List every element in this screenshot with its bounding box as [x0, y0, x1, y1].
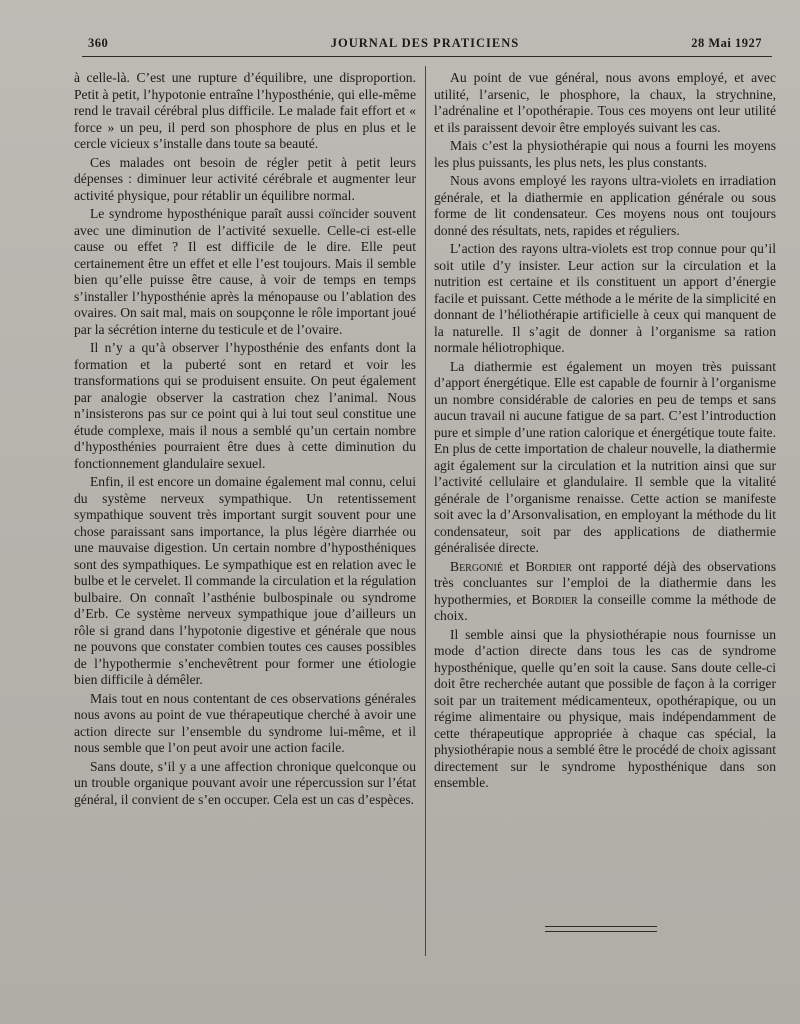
- header-rule: [82, 56, 772, 57]
- page-header: [88, 36, 762, 54]
- author-bergonie: Bergonié: [450, 558, 503, 574]
- right-paragraph-3: Nous avons employé les rayons ultra-violets en irradiation générale, et la diathermie en application générale ou sous forme de lit condensateur. Ces moyens nous ont toujours donné des résultats, nets, rapides et réguliers.: [434, 173, 776, 238]
- right-paragraph-5: La diathermie est également un moyen très puissant d’apport énergétique. Elle est capable de fournir à l’organisme un nombre considérable de calories en peu de temps et sans aucun travail ni aucune fatigue de sa part. C’est l’introduction pure et simple d’une ration calorique et énergétique toute faite. En plus de cette importation de chaleur nouvelle, la diathermie agit également sur la circulation et la nutrition ainsi que sur l’activité cellulaire et glandulaire. Il semble que la vitalité générale de l’organisme renaisse. Cette action se manifeste soit avec la d’Arsonvalisation, en employant la méthode du lit condensateur, soit par des applications de diathermie généralisée directe.: [434, 358, 776, 555]
- left-paragraph-7: Sans doute, s’il y a une affection chronique quelconque ou un trouble organique pouvant avoir une répercussion sur l’état général, il convient de s’en occuper. Cela est un cas d’espèces.: [74, 758, 416, 807]
- author-connector: et: [502, 558, 526, 574]
- bergonie-paragraph-end: la conseille comme la méthode de choix.: [434, 591, 776, 623]
- right-column: [434, 70, 776, 794]
- right-paragraph-2: Mais c’est la physiothérapie qui nous a fourni les moyens les plus puissants, les plus nets, les plus constants.: [434, 138, 776, 170]
- right-paragraph-6: [434, 559, 776, 625]
- left-paragraph-2: Ces malades ont besoin de régler petit à petit leurs dépenses : diminuer leur activité cérébrale et augmenter leur activité physique, pour rétablir un équilibre normal.: [74, 154, 416, 203]
- left-paragraph-5: Enfin, il est encore un domaine également mal connu, celui du système nerveux sympathique. Un retentissement sympathique souvent très important surgit souvent pour une chose paraissant sans importance, la plus légère diarrhée ou une mauvaise digestion. Un certain nombre d’hyposthéniques sont des sympathiques. Le sympathique est en relation avec le bulbe et le cervelet. Il commande la circulation et la régulation bulbaire. On connaît l’asthénie bulbospinale ou syndrome d’Erb. Ce système nerveux sympathique joue d’ailleurs un rôle si grand dans l’hypotonie digestive et générale que nous ne pouvons que constater combien toutes ces causes possibles de l’hypothermie s’enchevêtrent pour former une étiologie bien difficile à démêler.: [74, 474, 416, 687]
- issue-date: 28 Mai 1927: [691, 36, 762, 50]
- right-paragraph-1: Au point de vue général, nous avons employé, et avec utilité, l’arsenic, le phosphore, la chaux, la strychnine, l’adrénaline et l’opothérapie. Tous ces moyens ont leur utilité et ils paraissent devoir être employés suivant les cas.: [434, 70, 776, 135]
- left-paragraph-3: Le syndrome hyposthénique paraît aussi coïncider souvent avec une diminution de l’activité sexuelle. Celle-ci est-elle cause ou effet ? Il est difficile de le dire. Elle peut certainement être un effet et elle l’est toujours. Mais il semble bien qu’elle puisse être cause, à voir de temps en temps s’installer l’hyposthénie après la ménopause ou l’ablation des ovaires. On sait mal, mais on soupçonne le rôle important joué par la sécrétion interne du testicule et de l’ovaire.: [74, 206, 416, 337]
- bergonie-paragraph-middle: ont rapporté déjà des observations très concluantes sur l’emploi de la diathermie dans les hypothermies, et: [434, 558, 777, 607]
- article-end-rule: [545, 926, 657, 932]
- left-paragraph-4: Il n’y a qu’à observer l’hyposthénie des enfants dont la formation et la puberté sont en retard et voir les transformations qui se produisent ensuite. On peut également par analogie observer la castration chez l’animal. Nous n’insisterons pas sur ce point qui à lui tout seul constitue une étude complexe, mais il nous a semblé qu’un certain nombre d’hyposthénies pourraient être dues à cette diminution du fonctionnement glandulaire sexuel.: [74, 340, 416, 471]
- left-paragraph-6: Mais tout en nous contentant de ces observations générales nous avons au point de vue thérapeutique cherché à avoir une action directe sur l’ensemble du syndrome lui-même, et il nous semble que l’on peut avoir une action facile.: [74, 690, 416, 755]
- left-column: [74, 70, 416, 810]
- page-number: 360: [88, 36, 109, 50]
- author-bordier-2: Bordier: [531, 591, 578, 607]
- column-divider: [425, 66, 426, 956]
- author-bordier: Bordier: [525, 558, 572, 574]
- right-paragraph-4: L’action des rayons ultra-violets est trop connue pour qu’il soit utile d’y insister. Leur action sur la circulation et la nutrition est certaine et ils constituent un apport d’énergie facile et puissant. Cette méthode a le mérite de la simplicité en donnant de l’héliothérapie artificielle à ceux qui manquent de la naturelle. Il s’agit de donner à l’organisme sa ration normale héliotrophique.: [434, 241, 776, 355]
- right-paragraph-7: Il semble ainsi que la physiothérapie nous fournisse un mode d’action directe dans tous les cas de syndrome hyposthénique, quelle qu’en soit la cause. Sans doute celle-ci doit être recherchée autant que possible de façon à la corriger soit par un traitement médicamenteux, opothérapique, ou un régime alimentaire ou physique, mais indépendamment de cette thérapeutique appropriée à chaque cas spécial, la physiothérapie nous a semblé être le procédé de choix agissant directement sur le syndrome hyposthénique dans son ensemble.: [434, 626, 776, 790]
- left-paragraph-1: à celle-là. C’est une rupture d’équilibre, une disproportion. Petit à petit, l’hypotonie entraîne l’hyposthénie, qui elle-même rend le travail cérébral plus difficile. Le malade fait effort et « force » un peu, il perd son phosphore de plus en plus et le cercle vicieux s’installe dans toute sa beauté.: [74, 70, 416, 151]
- journal-title: JOURNAL DES PRATICIENS: [330, 36, 520, 50]
